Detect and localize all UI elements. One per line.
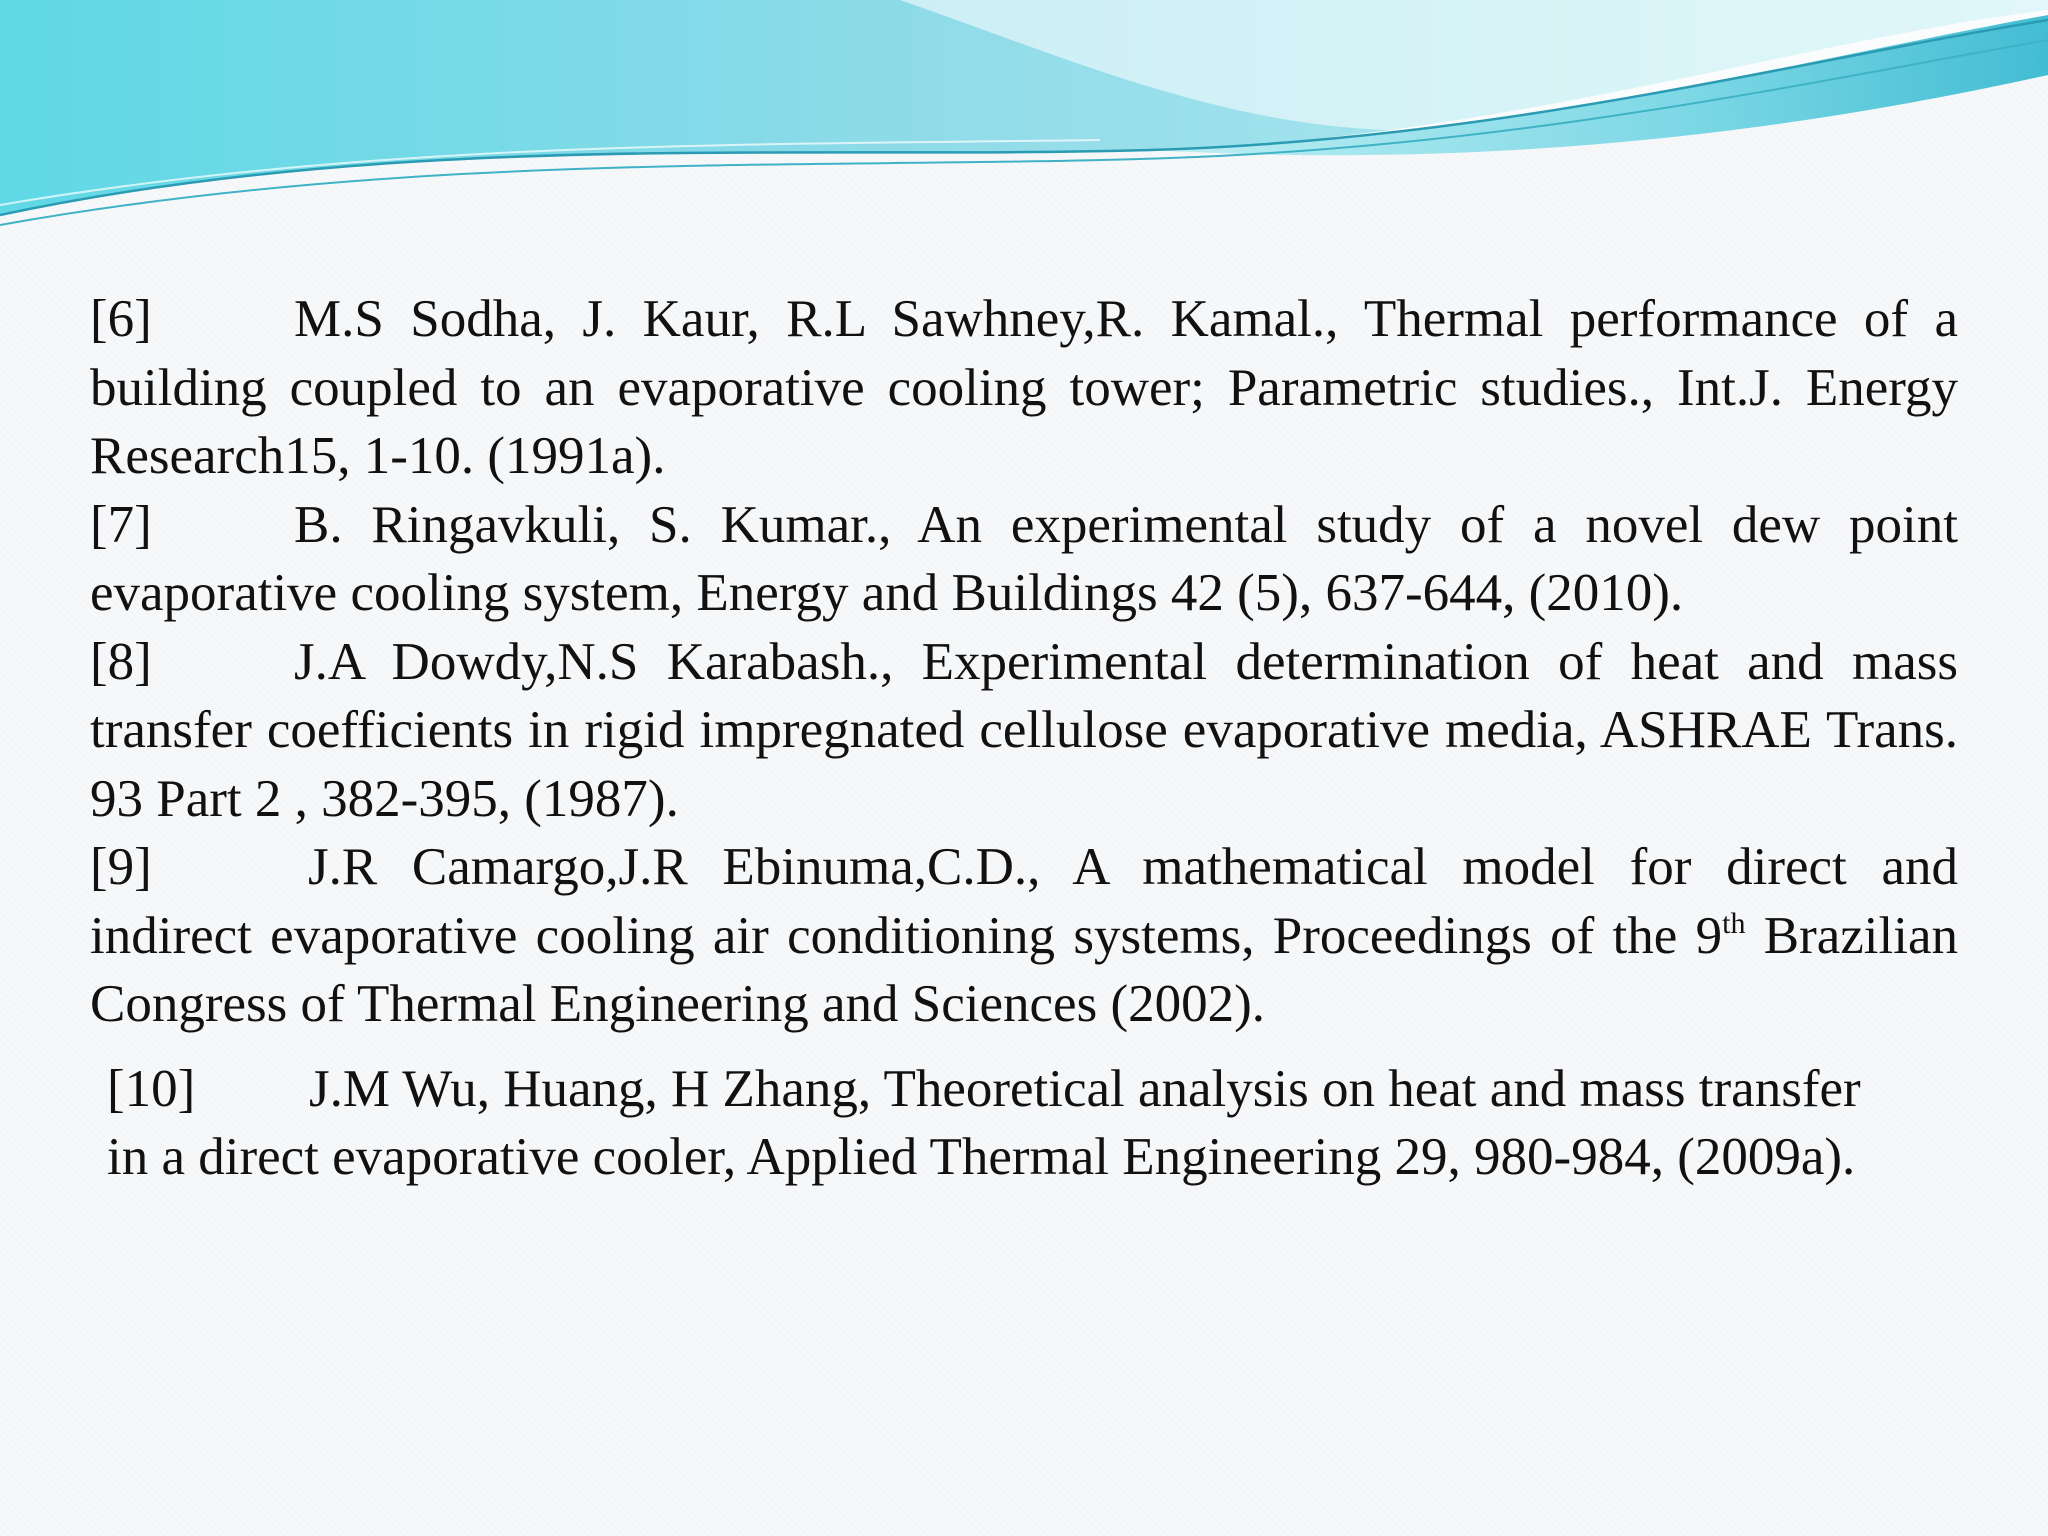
reference-10 [107, 1055, 1887, 1191]
reference-7 [90, 491, 1958, 628]
reference-number: [10] [107, 1060, 196, 1118]
reference-text-continued: Brazilian Congress of Thermal Engineering and Sciences (2002). [90, 906, 1958, 1033]
ordinal-superscript: th [1722, 906, 1746, 940]
reference-text: J.M Wu, Huang, H Zhang, Theoretical analysis on heat and mass transfer in a direct evaporative cooler, Applied Thermal Engineering 29, 980-984, (2009a). [107, 1060, 1861, 1186]
reference-text: J.A Dowdy,N.S Karabash., Experimental determination of heat and mass transfer coefficients in rigid impregnated cellulose evaporative media, ASHRAE Trans. 93 Part 2 , 382-395, (1987). [90, 632, 1958, 828]
reference-number: [9] [90, 838, 152, 896]
reference-9 [90, 833, 1958, 1039]
decorative-wave-header [0, 0, 2048, 240]
reference-text: B. Ringavkuli, S. Kumar., An experimental study of a novel dew point evaporative cooling system, Energy and Buildings 42 (5), 637-644, (2010). [90, 495, 1958, 622]
reference-text: M.S Sodha, J. Kaur, R.L Sawhney,R. Kamal., Thermal performance of a building coupled to an evaporative cooling tower; Parametric studies., Int.J. Energy Research15, 1-10. (1991a). [90, 290, 1958, 485]
reference-number: [8] [90, 632, 152, 691]
reference-6 [90, 285, 1958, 491]
reference-text: J.R Camargo,J.R Ebinuma,C.D., A mathematical model for direct and indirect evaporative cooling air conditioning systems, Proceedings of the 9 [90, 838, 1958, 965]
reference-8 [90, 628, 1958, 834]
reference-list [90, 285, 1958, 1039]
reference-number: [7] [90, 495, 152, 554]
reference-number: [6] [90, 290, 152, 348]
